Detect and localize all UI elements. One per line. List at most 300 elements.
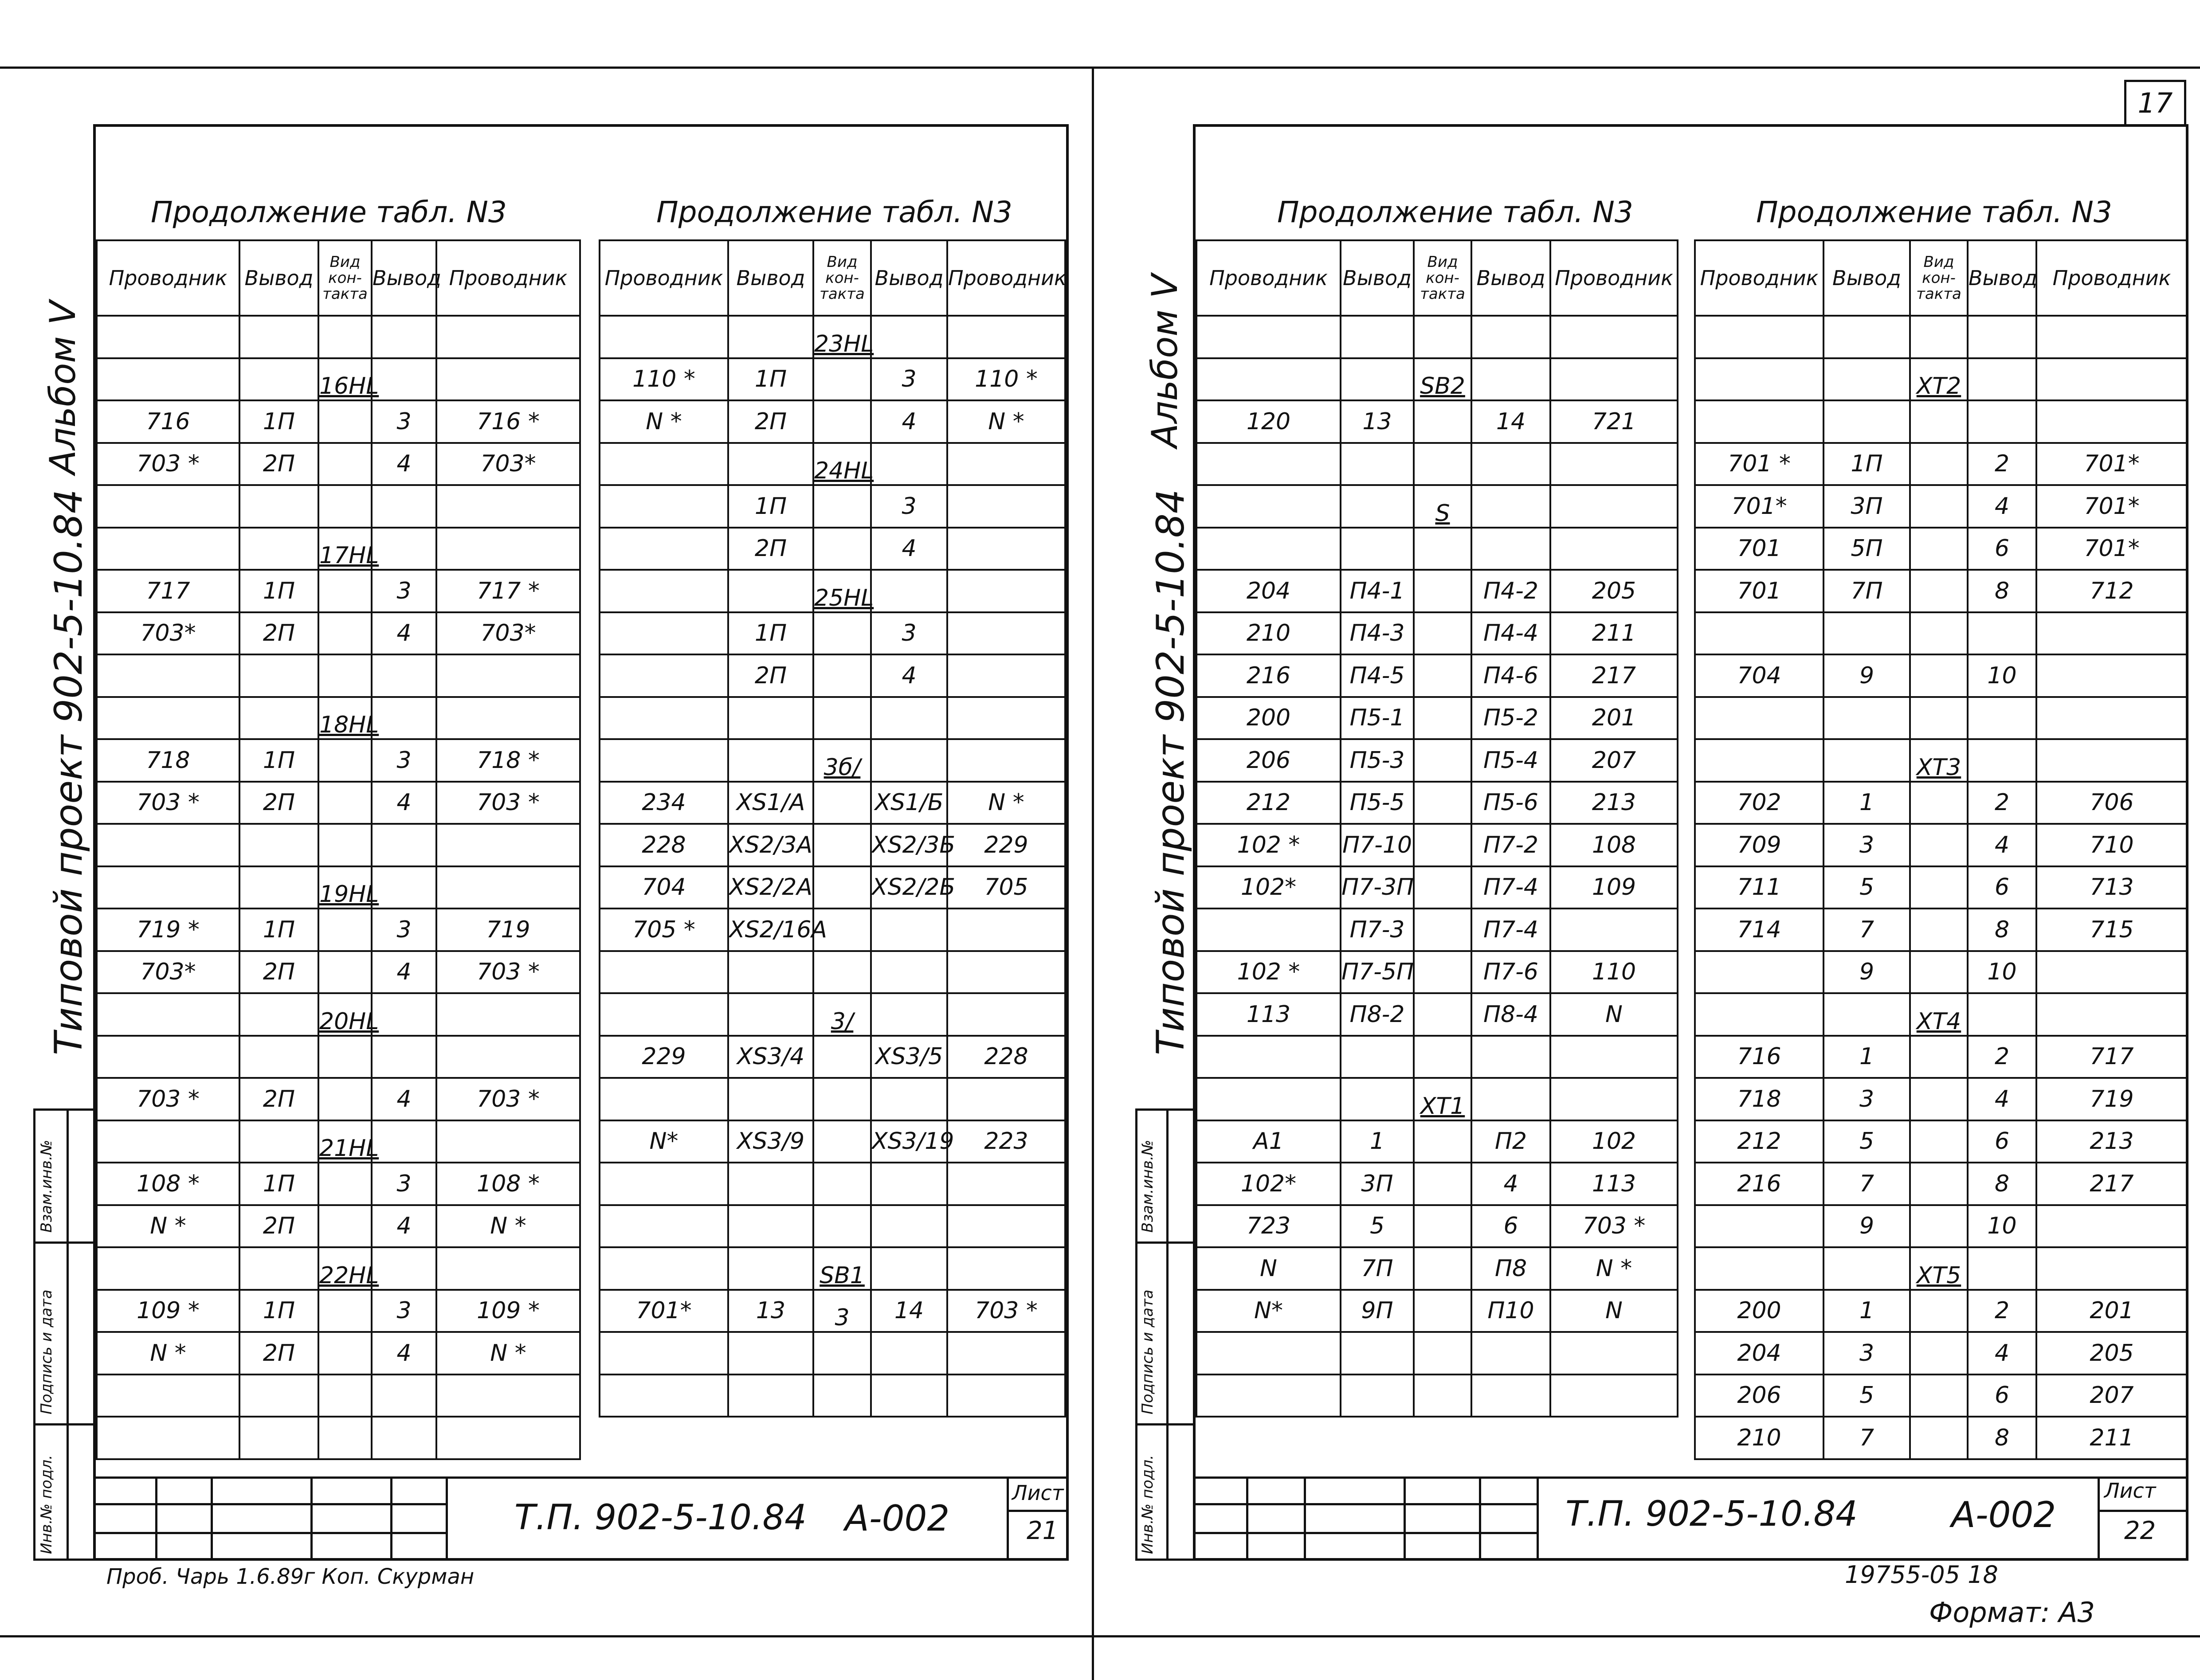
table-cell: 1 — [1341, 1120, 1414, 1163]
column-header: Проводник — [1550, 240, 1678, 316]
table-row — [1196, 443, 1678, 486]
column-header: Проводник — [97, 240, 239, 316]
table-caption: Продолжение табл. N3 — [151, 195, 507, 229]
left-stamp-field-sign: Подпись и дата — [38, 1289, 55, 1414]
table-cell: 1 — [1824, 1290, 1910, 1332]
table-cell — [318, 824, 372, 866]
table-cell: П5-1 — [1341, 697, 1414, 740]
table-cell — [1910, 909, 1968, 951]
table-row — [1196, 358, 1678, 401]
table-cell: XS2/2Б — [871, 866, 947, 909]
table-cell — [1695, 697, 1824, 740]
table-cell: П5-4 — [1471, 739, 1550, 782]
wiring-table — [599, 239, 1066, 1418]
table-row — [1695, 951, 2187, 994]
table-cell — [372, 654, 436, 697]
table-cell — [600, 739, 728, 782]
column-header: Проводник — [1196, 240, 1341, 316]
table-cell: 110 — [1550, 951, 1678, 994]
table-cell — [1196, 443, 1341, 486]
table-cell — [436, 1247, 580, 1290]
table-cell: 4 — [372, 1078, 436, 1120]
table-row — [97, 400, 580, 443]
column-header: Вывод — [871, 240, 947, 316]
table-row — [97, 316, 580, 358]
table-cell — [1910, 1375, 1968, 1417]
table-cell: 704 — [1695, 654, 1824, 697]
column-header: Проводник — [600, 240, 728, 316]
table-cell — [1824, 316, 1910, 358]
table-cell: 108 — [1550, 824, 1678, 866]
table-cell: 110 * — [947, 358, 1065, 401]
table-cell — [728, 739, 813, 782]
table-cell: 719 * — [97, 909, 239, 951]
table-row — [600, 1247, 1065, 1290]
table-cell — [728, 1375, 813, 1417]
table-cell: 5 — [1824, 866, 1910, 909]
table-cell: SB2 — [1414, 358, 1471, 401]
table-cell — [436, 1417, 580, 1459]
table-cell: 25HL — [813, 570, 871, 612]
right-sheet-doc: А-002 — [1951, 1494, 2056, 1535]
left-list-label: Лист — [1012, 1481, 1064, 1505]
table-cell: 716 — [1695, 1036, 1824, 1078]
table-cell — [436, 485, 580, 528]
left-stamp-field-vzam: Взам.инв.№ — [38, 1140, 55, 1233]
table-cell — [1910, 443, 1968, 486]
table-cell — [1341, 1332, 1414, 1375]
table-cell: N * — [97, 1332, 239, 1375]
table-cell: 4 — [372, 612, 436, 655]
table-row — [600, 824, 1065, 866]
table-cell: 102 * — [1196, 824, 1341, 866]
table-cell — [947, 1078, 1065, 1120]
table-cell: П5-3 — [1341, 739, 1414, 782]
table-cell: 5 — [1824, 1120, 1910, 1163]
table-row — [1695, 782, 2187, 824]
table-cell: 2П — [239, 612, 318, 655]
table-cell — [1824, 697, 1910, 740]
table-cell: 108 * — [97, 1163, 239, 1205]
table-cell: 703* — [436, 612, 580, 655]
table-cell — [1414, 993, 1471, 1036]
table-row — [1695, 1120, 2187, 1163]
table-cell — [871, 1247, 947, 1290]
table-row — [1695, 1078, 2187, 1120]
table-cell — [600, 1375, 728, 1417]
table-cell: 4 — [372, 782, 436, 824]
table-cell — [1471, 1036, 1550, 1078]
table-cell: 701* — [2036, 528, 2187, 570]
table-cell: 717 — [97, 570, 239, 612]
table-row — [1196, 612, 1678, 655]
table-cell: 710 — [2036, 824, 2187, 866]
table-cell — [318, 1205, 372, 1248]
table-cell — [947, 909, 1065, 951]
table-cell: 9 — [1824, 654, 1910, 697]
table-cell — [1695, 739, 1824, 782]
table-cell — [1341, 358, 1414, 401]
table-cell — [1910, 1120, 1968, 1163]
table-cell: 705 — [947, 866, 1065, 909]
table-cell: 703 * — [436, 782, 580, 824]
right-stamp-field-inv: Инв.№ подл. — [1139, 1455, 1157, 1554]
table-row — [1196, 866, 1678, 909]
table-row — [600, 1163, 1065, 1205]
table-cell — [372, 1247, 436, 1290]
table-cell: 4 — [1968, 1078, 2036, 1120]
table-cell — [1550, 316, 1678, 358]
table-cell: 9 — [1824, 1205, 1910, 1248]
table-cell: 19HL — [318, 866, 372, 909]
table-cell — [1471, 1375, 1550, 1417]
table-cell — [728, 1163, 813, 1205]
table-cell: 3 — [1824, 1332, 1910, 1375]
table-row — [97, 528, 580, 570]
table-cell — [1471, 316, 1550, 358]
table-row — [1695, 358, 2187, 401]
left-sheet-doc: А-002 — [845, 1498, 950, 1539]
table-cell — [728, 697, 813, 740]
table-cell — [318, 1290, 372, 1332]
table-cell: 712 — [2036, 570, 2187, 612]
table-cell: 4 — [871, 654, 947, 697]
table-cell — [600, 654, 728, 697]
table-cell: 213 — [1550, 782, 1678, 824]
table-cell: N * — [947, 400, 1065, 443]
table-cell: 201 — [1550, 697, 1678, 740]
table-cell — [372, 697, 436, 740]
right-list-label: Лист — [2104, 1479, 2156, 1503]
table-cell: 718 — [97, 739, 239, 782]
table-cell: 7 — [1824, 1417, 1910, 1459]
table-row — [97, 739, 580, 782]
table-cell: 22HL — [318, 1247, 372, 1290]
left-list-number: 21 — [1027, 1516, 1059, 1545]
left-project-label: Типовой проект 902-5-10.84 — [47, 489, 91, 1055]
table-cell: 3 — [871, 358, 947, 401]
table-cell: 4 — [1471, 1163, 1550, 1205]
table-cell: 201 — [2036, 1290, 2187, 1332]
table-cell — [600, 1332, 728, 1375]
table-cell — [97, 485, 239, 528]
table-cell: 6 — [1968, 528, 2036, 570]
table-cell — [1414, 570, 1471, 612]
table-cell — [2036, 612, 2187, 655]
table-cell — [1414, 1036, 1471, 1078]
table-cell — [318, 400, 372, 443]
table-cell — [947, 1332, 1065, 1375]
table-cell — [2036, 739, 2187, 782]
table-cell — [1414, 824, 1471, 866]
table-cell — [239, 1375, 318, 1417]
table-cell — [1550, 528, 1678, 570]
table-cell — [1550, 1332, 1678, 1375]
table-caption: Продолжение табл. N3 — [1277, 195, 1633, 229]
table-cell: 1П — [239, 1290, 318, 1332]
table-cell: 4 — [372, 951, 436, 994]
table-cell — [947, 1375, 1065, 1417]
table-cell — [1341, 1036, 1414, 1078]
table-cell: 2 — [1968, 1036, 2036, 1078]
table-cell — [372, 866, 436, 909]
table-row — [1695, 1332, 2187, 1375]
table-cell — [1471, 1078, 1550, 1120]
format-label: Формат: А3 — [1929, 1596, 2095, 1629]
table-cell — [813, 866, 871, 909]
table-cell — [813, 1332, 871, 1375]
center-fold-line — [1092, 67, 1094, 1680]
table-cell: 102* — [1196, 1163, 1341, 1205]
left-stamp-field-inv: Инв.№ подл. — [38, 1455, 55, 1554]
table-cell — [871, 697, 947, 740]
table-cell — [1414, 443, 1471, 486]
table-cell: 3 — [871, 485, 947, 528]
table-cell: 2 — [1968, 1290, 2036, 1332]
table-cell: 703 * — [97, 782, 239, 824]
column-header: Вывод — [239, 240, 318, 316]
table-cell — [1910, 1290, 1968, 1332]
table-cell — [1824, 358, 1910, 401]
table-cell — [813, 1120, 871, 1163]
table-row — [97, 1290, 580, 1332]
table-cell — [1968, 612, 2036, 655]
table-cell — [97, 528, 239, 570]
table-cell — [1341, 443, 1414, 486]
table-cell — [813, 1375, 871, 1417]
table-cell: 7 — [1824, 1163, 1910, 1205]
table-cell: П5-6 — [1471, 782, 1550, 824]
table-cell — [1695, 316, 1824, 358]
table-cell: 204 — [1196, 570, 1341, 612]
table-cell — [947, 1163, 1065, 1205]
table-cell — [728, 570, 813, 612]
table-cell — [1341, 316, 1414, 358]
table-cell: 3 — [372, 909, 436, 951]
table-cell — [1550, 358, 1678, 401]
table-row — [1695, 1163, 2187, 1205]
table-cell: 211 — [2036, 1417, 2187, 1459]
table-cell — [1695, 400, 1824, 443]
table-cell — [97, 316, 239, 358]
table-row — [97, 1078, 580, 1120]
table-cell — [1968, 993, 2036, 1036]
table-cell: N * — [436, 1205, 580, 1248]
table-cell — [436, 993, 580, 1036]
table-cell: 714 — [1695, 909, 1824, 951]
table-cell: 2 — [1968, 443, 2036, 486]
table-cell: 706 — [2036, 782, 2187, 824]
table-cell — [813, 951, 871, 994]
table-cell: XT3 — [1910, 739, 1968, 782]
table-cell — [372, 993, 436, 1036]
table-row — [97, 782, 580, 824]
table-row — [1196, 1036, 1678, 1078]
table-cell: 207 — [1550, 739, 1678, 782]
table-cell — [239, 993, 318, 1036]
table-cell — [728, 1078, 813, 1120]
table-cell: 717 * — [436, 570, 580, 612]
table-cell — [1910, 400, 1968, 443]
table-cell: 212 — [1695, 1120, 1824, 1163]
table-cell — [1968, 1247, 2036, 1290]
table-cell: 3П — [1341, 1163, 1414, 1205]
table-row — [1695, 443, 2187, 486]
table-cell — [1414, 1163, 1471, 1205]
table-cell: 109 * — [436, 1290, 580, 1332]
column-header: Вывод — [1471, 240, 1550, 316]
table-row — [1695, 400, 2187, 443]
table-row — [97, 1247, 580, 1290]
table-cell: XT2 — [1910, 358, 1968, 401]
table-cell — [1695, 612, 1824, 655]
table-cell — [1910, 612, 1968, 655]
table-cell: S — [1414, 485, 1471, 528]
table-row — [1695, 824, 2187, 866]
table-cell: 211 — [1550, 612, 1678, 655]
table-cell — [871, 570, 947, 612]
table-cell: 9П — [1341, 1290, 1414, 1332]
table-cell: 210 — [1196, 612, 1341, 655]
table-cell: 8 — [1968, 909, 2036, 951]
table-cell — [1695, 358, 1824, 401]
table-row — [97, 1036, 580, 1078]
table-row — [1695, 1036, 2187, 1078]
table-cell — [1196, 1078, 1341, 1120]
table-cell: 1П — [239, 400, 318, 443]
table-cell — [436, 824, 580, 866]
table-cell: 701 * — [1695, 443, 1824, 486]
table-cell: 102* — [1196, 866, 1341, 909]
table-cell: 23HL — [813, 316, 871, 358]
table-cell — [1968, 739, 2036, 782]
table-cell: 717 — [2036, 1036, 2187, 1078]
table-row — [97, 654, 580, 697]
table-header-row — [1695, 240, 2187, 316]
table-cell: 113 — [1196, 993, 1341, 1036]
table-cell — [600, 951, 728, 994]
table-cell: 721 — [1550, 400, 1678, 443]
table-cell — [97, 824, 239, 866]
table-cell: 1П — [239, 909, 318, 951]
table-cell — [372, 316, 436, 358]
table-cell — [436, 654, 580, 697]
table-cell: N — [1196, 1247, 1341, 1290]
table-cell — [372, 528, 436, 570]
table-cell — [97, 654, 239, 697]
table-row — [600, 570, 1065, 612]
table-cell: 1П — [1824, 443, 1910, 486]
table-row — [97, 485, 580, 528]
table-cell — [97, 1375, 239, 1417]
table-row — [97, 1332, 580, 1375]
table-cell: 8 — [1968, 1417, 2036, 1459]
table-cell — [728, 1247, 813, 1290]
table-row — [600, 993, 1065, 1036]
table-cell: 102 — [1550, 1120, 1678, 1163]
table-row — [600, 697, 1065, 740]
table-row — [600, 443, 1065, 486]
table-cell — [1414, 400, 1471, 443]
table-cell: П7-3П — [1341, 866, 1414, 909]
table-cell — [1550, 909, 1678, 951]
table-cell — [947, 443, 1065, 486]
table-row — [1196, 1332, 1678, 1375]
table-cell — [97, 1036, 239, 1078]
table-cell — [728, 443, 813, 486]
table-cell: П7-6 — [1471, 951, 1550, 994]
table-cell: N * — [600, 400, 728, 443]
table-cell — [813, 697, 871, 740]
table-cell — [2036, 697, 2187, 740]
table-cell: 2П — [728, 654, 813, 697]
table-cell: П8 — [1471, 1247, 1550, 1290]
table-cell: XS1/Б — [871, 782, 947, 824]
table-row — [600, 400, 1065, 443]
table-cell — [1414, 782, 1471, 824]
table-row — [1695, 485, 2187, 528]
bottom-edge-line — [0, 1635, 2200, 1637]
table-cell — [1910, 1417, 1968, 1459]
table-cell: 216 — [1196, 654, 1341, 697]
table-row — [1695, 993, 2187, 1036]
table-cell: 24HL — [813, 443, 871, 486]
table-cell: 4 — [372, 443, 436, 486]
table-cell — [239, 528, 318, 570]
table-cell: 212 — [1196, 782, 1341, 824]
table-cell: 701* — [600, 1290, 728, 1332]
table-cell: 713 — [2036, 866, 2187, 909]
table-cell — [1910, 1163, 1968, 1205]
table-cell — [871, 1078, 947, 1120]
table-cell — [871, 909, 947, 951]
table-cell — [1196, 909, 1341, 951]
right-project-label: Типовой проект 902-5-10.84 — [1149, 489, 1193, 1055]
table-cell — [1414, 951, 1471, 994]
table-cell: 217 — [1550, 654, 1678, 697]
table-cell: 5 — [1341, 1205, 1414, 1248]
table-cell — [947, 654, 1065, 697]
table-cell: 10 — [1968, 951, 2036, 994]
table-cell: 205 — [1550, 570, 1678, 612]
table-row — [97, 951, 580, 994]
table-row — [600, 909, 1065, 951]
table-cell — [436, 358, 580, 401]
table-cell: 207 — [2036, 1375, 2187, 1417]
table-cell — [239, 824, 318, 866]
table-cell: 120 — [1196, 400, 1341, 443]
table-cell — [2036, 358, 2187, 401]
table-cell: П10 — [1471, 1290, 1550, 1332]
table-cell: 206 — [1196, 739, 1341, 782]
table-cell: XT1 — [1414, 1078, 1471, 1120]
table-row — [600, 612, 1065, 655]
table-cell — [318, 782, 372, 824]
table-cell — [1414, 697, 1471, 740]
table-cell — [1414, 1332, 1471, 1375]
table-cell — [600, 528, 728, 570]
table-cell — [813, 1163, 871, 1205]
table-row — [1695, 739, 2187, 782]
table-row — [600, 1036, 1065, 1078]
table-cell — [2036, 316, 2187, 358]
table-cell — [1471, 528, 1550, 570]
table-cell — [1968, 358, 2036, 401]
column-header: Проводник — [947, 240, 1065, 316]
table-cell — [871, 1332, 947, 1375]
table-cell: 210 — [1695, 1417, 1824, 1459]
table-cell — [600, 993, 728, 1036]
